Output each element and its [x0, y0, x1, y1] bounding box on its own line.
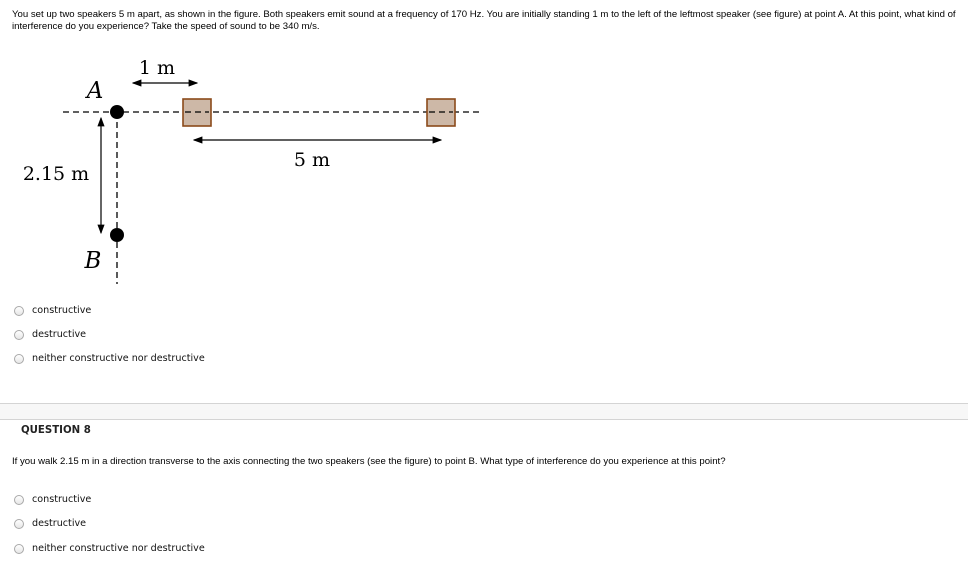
point-a-dot	[110, 105, 124, 119]
question-7-text: You set up two speakers 5 m apart, as shown in the figure. Both speakers emit sound at a frequency of 170 Hz. You are initially standing 1 m to the left of the leftmost speaker (see figure) at point A. At this point, what kind of interference do you experience? Take the speed of sound to be 340 m/s.	[12, 9, 956, 32]
q8-radio-destructive[interactable]	[14, 519, 24, 529]
q8-radio-neither[interactable]	[14, 544, 24, 554]
label-5m: 5 m	[293, 149, 331, 171]
q7-radio-constructive[interactable]	[14, 306, 24, 316]
q7-radio-destructive[interactable]	[14, 330, 24, 340]
speaker-figure	[0, 44, 500, 294]
question-8-text: If you walk 2.15 m in a direction transverse to the axis connecting the two speakers (see the figure) to point B. What type of interference do you experience at this point?	[12, 456, 726, 467]
q7-option-neither[interactable]	[14, 352, 205, 366]
q8-option-neither[interactable]	[14, 542, 205, 556]
q7-option-label[interactable]: neither constructive nor destructive	[32, 353, 205, 364]
point-b-dot	[110, 228, 124, 242]
point-b-label: B	[84, 248, 102, 274]
q8-option-label[interactable]: constructive	[32, 494, 92, 505]
q7-option-label[interactable]: constructive	[32, 305, 92, 316]
q8-option-constructive[interactable]	[14, 493, 91, 507]
question-8-heading: QUESTION 8	[21, 425, 91, 436]
q7-option-destructive[interactable]	[14, 328, 86, 342]
q8-option-label[interactable]: neither constructive nor destructive	[32, 543, 205, 554]
q7-option-constructive[interactable]	[14, 304, 91, 318]
label-2-15m: 2.15 m	[22, 163, 90, 185]
q8-option-label[interactable]: destructive	[32, 518, 87, 529]
q7-radio-neither[interactable]	[14, 354, 24, 364]
q8-radio-constructive[interactable]	[14, 495, 24, 505]
label-1m: 1 m	[138, 57, 176, 79]
q7-option-label[interactable]: destructive	[32, 329, 87, 340]
question-separator	[0, 403, 968, 420]
q8-option-destructive[interactable]	[14, 517, 86, 531]
point-a-label: A	[86, 78, 104, 104]
